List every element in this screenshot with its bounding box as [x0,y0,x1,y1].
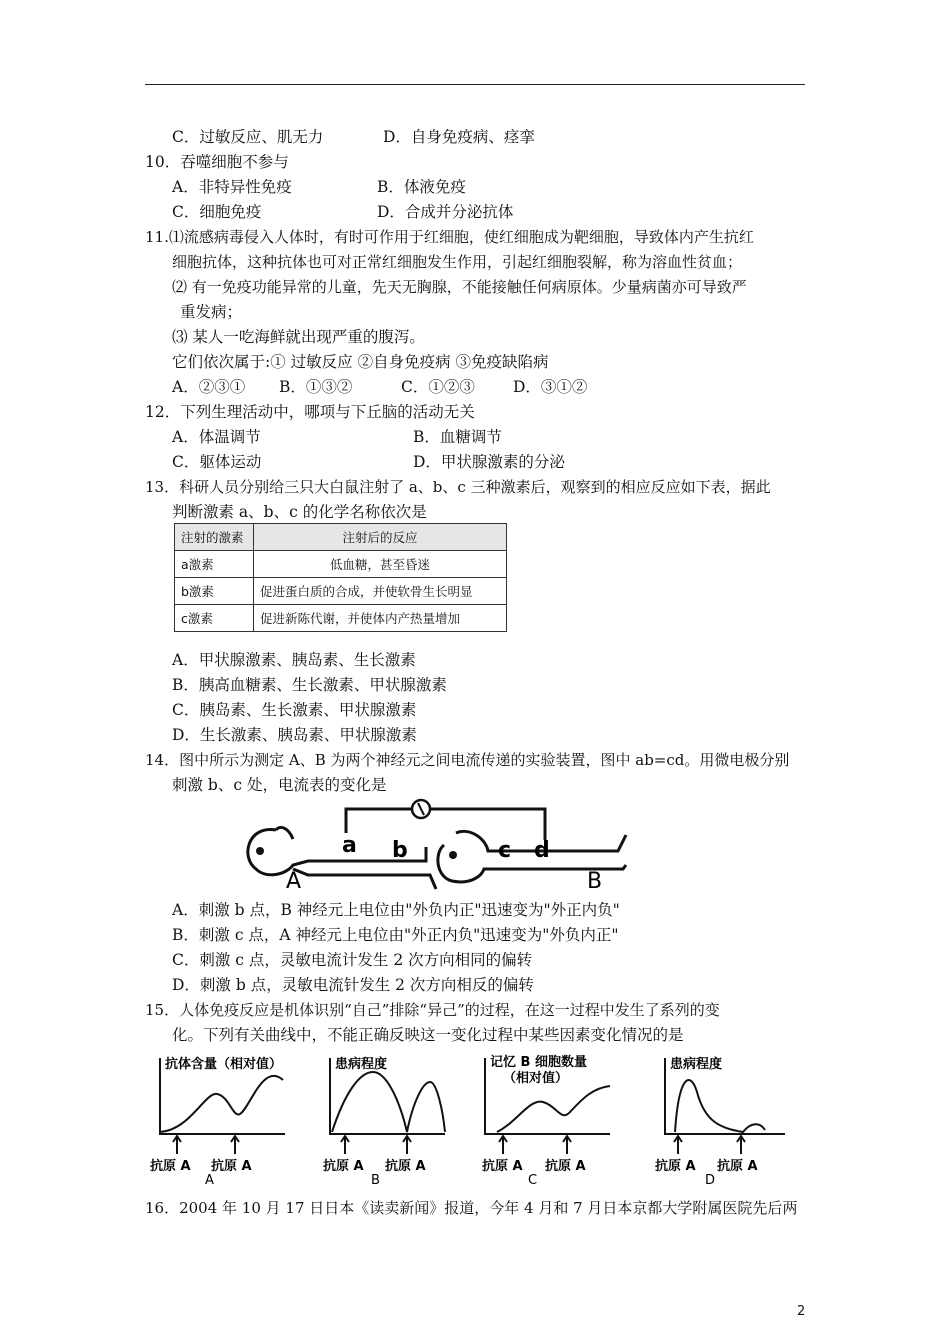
table-cell: 低血糖，甚至昏迷 [254,551,507,578]
label-a: a [342,833,357,858]
q13-option-b: B．胰高血糖素、生长激素、甲状腺激素 [172,676,447,694]
antigen-label: 抗原 A [150,1159,191,1174]
q13-option-a: A．甲状腺激素、胰岛素、生长激素 [172,651,416,669]
graph-c-title: 记忆 B 细胞数量 [490,1055,587,1070]
q11-stem-2: 细胞抗体，这种抗体也可对正常红细胞发生作用，引起红细胞裂解，称为溶血性贫血； [172,253,743,271]
graph-b-caption: B [371,1173,380,1187]
table-header-hormone: 注射的激素 [175,524,254,551]
table-cell: 促进新陈代谢，并使体内产热量增加 [254,605,507,632]
q13-stem-1: 13．科研人员分别给三只大白鼠注射了 a、b、c 三种激素后，观察到的相应反应如下表，据此 [145,478,771,496]
q10-option-c: C．细胞免疫 [172,203,262,221]
antigen-label: 抗原 A [385,1159,426,1174]
q14-option-a: A．刺激 b 点，B 神经元上电位由"外负内正"迅速变为"外正内负" [172,901,620,919]
graph-d-title: 患病程度 [670,1057,723,1072]
table-row [175,551,507,578]
table-cell: a激素 [175,551,254,578]
q11-stem-1: 11.⑴流感病毒侵入人体时，有时可作用于红细胞，使红细胞成为靶细胞，导致体内产生抗红 [145,228,754,246]
page-number: 2 [797,1304,806,1319]
graph-d-curve [675,1080,765,1132]
q11-option-d: D．③①② [513,378,588,396]
graph-c-caption: C [528,1173,538,1187]
neuron-diagram [238,795,638,895]
galvanometer-wire [346,809,545,840]
graph-d-caption: D [705,1173,716,1187]
q9-option-c: C．过敏反应、肌无力 [172,128,324,146]
q12-option-c: C．躯体运动 [172,453,262,471]
q12-option-d: D．甲状腺激素的分泌 [413,453,565,471]
graph-a-caption: A [205,1173,214,1187]
table-row [175,578,507,605]
antigen-label: 抗原 A [717,1159,758,1174]
q14-option-c: C．刺激 c 点，灵敏电流计发生 2 次方向相同的偏转 [172,951,533,969]
q14-stem-1: 14．图中所示为测定 A、B 为两个神经元之间电流传递的实验装置，图中 ab=cd。用微电极分别 [145,751,790,769]
q11-stem-4: 重发病； [180,303,243,321]
q11-option-c: C．①②③ [401,378,475,396]
graph-c-curve [497,1086,610,1132]
q13-option-d: D．生长激素、胰岛素、甲状腺激素 [172,726,417,744]
graph-b-curve [332,1072,445,1132]
label-neuron-a: A [286,869,302,894]
q10-option-b: B．体液免疫 [377,178,466,196]
table-row [175,605,507,632]
q10-option-a: A．非特异性免疫 [172,178,292,196]
antigen-label: 抗原 A [323,1159,364,1174]
q14-option-b: B．刺激 c 点，A 神经元上电位由"外正内负"迅速变为"外负内正" [172,926,619,944]
neuron-a-axon-lower [293,869,436,889]
neuron-b-nucleus [449,851,457,859]
table-cell: 促进蛋白质的合成，并使软骨生长明显 [254,578,507,605]
q11-stem-3: ⑵ 有一免疫功能异常的儿童，先天无胸腺，不能接触任何病原体。少量病菌亦可导致严 [172,278,747,296]
graph-a-title: 抗体含量（相对值） [165,1057,283,1072]
q14-option-d: D．刺激 b 点，灵敏电流针发生 2 次方向相反的偏转 [172,976,534,994]
graph-b-title: 患病程度 [335,1057,388,1072]
label-d: d [534,838,550,863]
q15-stem-2: 化。下列有关曲线中，不能正确反映这一变化过程中某些因素变化情况的是 [172,1026,684,1044]
q13-option-c: C．胰岛素、生长激素、甲状腺激素 [172,701,417,719]
label-b: b [392,838,408,863]
label-c: c [498,838,512,863]
label-neuron-b: B [587,869,603,894]
q12-option-a: A．体温调节 [172,428,261,446]
table-header-reaction: 注射后的反应 [254,524,507,551]
q11-option-a: A．②③① [172,378,246,396]
graph-c-subtitle: （相对值） [503,1071,569,1086]
table-cell: b激素 [175,578,254,605]
q15-stem-1: 15．人体免疫反应是机体识别“自己”排除“异己”的过程，在这一过程中发生了系列的变 [145,1001,720,1019]
q11-stem-5: ⑶ 某人一吃海鲜就出现严重的腹泻。 [172,328,425,346]
antigen-label: 抗原 A [545,1159,586,1174]
q13-stem-2: 判断激素 a、b、c 的化学名称依次是 [172,503,427,521]
antigen-label: 抗原 A [655,1159,696,1174]
q12-stem: 12．下列生理活动中，哪项与下丘脑的活动无关 [145,403,475,421]
antigen-label: 抗原 A [211,1159,252,1174]
q10-stem: 10．吞噬细胞不参与 [145,153,289,171]
q16-stem: 16．2004 年 10 月 17 日日本《读卖新闻》报道，今年 4 月和 7 月日本京都大学附属医院先后两 [145,1199,798,1217]
header-rule [145,84,805,85]
hormone-table [174,523,507,632]
antigen-label: 抗原 A [482,1159,523,1174]
table-cell: c激素 [175,605,254,632]
q11-stem-6: 它们依次属于:① 过敏反应 ②自身免疫病 ③免疫缺陷病 [172,353,549,371]
q14-stem-2: 刺激 b、c 处，电流表的变化是 [172,776,387,794]
q10-option-d: D．合成并分泌抗体 [377,203,514,221]
neuron-a-nucleus [256,847,264,855]
immune-curves [145,1052,795,1187]
q11-option-b: B．①③② [279,378,353,396]
q9-option-d: D．自身免疫病、痉挛 [383,128,535,146]
table-header-row [175,524,507,551]
graph-a-curve [160,1076,283,1132]
q12-option-b: B．血糖调节 [413,428,502,446]
